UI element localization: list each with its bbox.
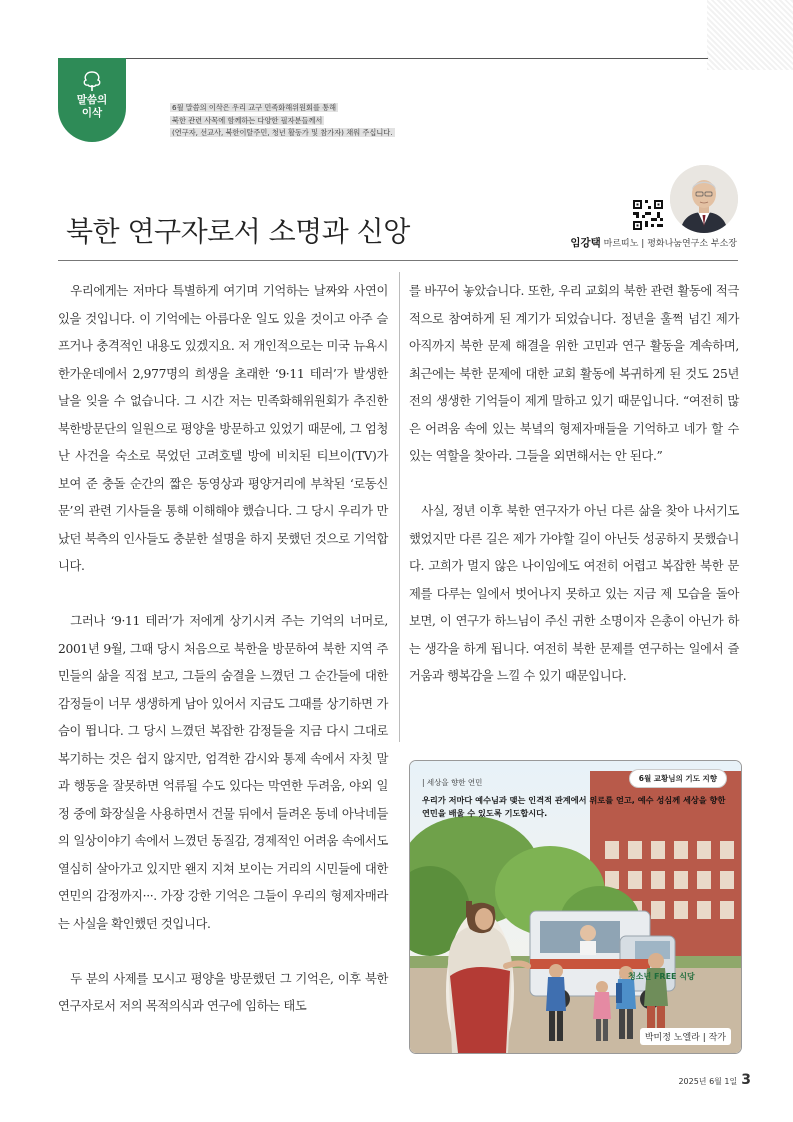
tree-icon (80, 70, 104, 92)
corner-texture (707, 0, 793, 70)
author-position: 평화나눔연구소 부소장 (647, 239, 737, 249)
body-paragraph: 를 바꾸어 놓았습니다. 또한, 우리 교회의 북한 관련 활동에 적극적으로 참여하게 된 계기가 되었습니다. 정년을 훌쩍 넘긴 제가 아직까지 북한 문제 해결을 위한 고민과 연구 활동을 계속하며, 최근에는 북한 문제에 대한 교회 활동에 복귀하게 된 것도 25년 전의 생생한 기억들이 제게 말하고 있기 때문입니다. “여전히 많은 어려움 속에 있는 북녘의 형제자매들을 기억하고 네가 할 수 있는 역할을 찾아라. 그들을 외면해서는 안 된다.” (409, 284, 739, 463)
author-name: 임강택 (570, 237, 601, 249)
article-column-left (58, 278, 388, 1021)
page-number: 3 (741, 1072, 751, 1088)
intro-line: 6월 말씀의 이삭은 우리 교구 민족화해위원회를 통해 (172, 103, 337, 112)
author-byline (570, 235, 737, 250)
article-column-right (409, 278, 739, 691)
illustration-credit: 박미정 노엘라 | 작가 (640, 1028, 731, 1045)
author-baptismal-name: 마르띠노 (603, 239, 639, 249)
truck-sign: 청소년 FREE 식당 (628, 972, 695, 981)
page-footer (678, 1072, 751, 1088)
body-paragraph: 그러나 ‘9·11 테러’가 저에게 상기시켜 주는 기억의 너머로, 2001년 9월, 그때 당시 처음으로 북한을 방문하여 북한 지역 주민들의 삶을 직접 보고, 그들의 숨결을 느꼈던 그 순간들에 대한 감정들이 너무 생생하게 남아 있어서 지금도 그때를 상기하면 가슴이 뜁니다. 그 당시 느꼈던 복잡한 감정들을 지금 다시 그대로 복기하는 것은 쉽지 않지만, 엄격한 감시와 통제 속에서 자칫 말과 행동을 잘못하면 억류될 수도 있다는 막연한 두려움, 야외 일정 중에 화장실을 사용하면서 건물 뒤에서 들려온 동네 아낙네들의 일상이야기 속에서 느꼈던 동질감, 경제적인 어려움 속에서도 열심히 살아가고 있지만 왠지 지쳐 보이는 거리의 시민들에 대한 연민의 감정까지···. 가장 강한 기억은 그들이 우리의 형제자매라는 사실을 확인했던 것입니다. (58, 614, 388, 931)
badge-line-1: 말씀의 (76, 94, 108, 106)
title-rule (58, 260, 738, 261)
figure-caption: 우리가 저마다 예수님과 맺는 인격적 관계에서 위로를 얻고, 예수 성심께 세상을 향한 연민을 배울 수 있도록 기도합시다. (422, 795, 726, 818)
prayer-intention-illustration (409, 760, 742, 1054)
article-title: 북한 연구자로서 소명과 신앙 (66, 215, 410, 248)
body-paragraph: 두 분의 사제를 모시고 평양을 방문했던 그 기억은, 이후 북한 연구자로서 저의 목적의식과 연구에 임하는 태도 (58, 971, 388, 1013)
byline-separator: | (641, 239, 648, 249)
intro-line: (연구자, 선교사, 북한이탈주민, 청년 활동가 및 참가자) 채워 주십니다. (172, 128, 393, 137)
author-portrait (670, 165, 738, 233)
badge-line-2: 이삭 (81, 107, 103, 119)
prayer-intention-tag: 6월 교황님의 기도 지향 (629, 769, 727, 788)
issue-date: 2025년 6월 1일 (678, 1077, 738, 1086)
body-paragraph: 우리에게는 저마다 특별하게 여기며 기억하는 날짜와 사연이 있을 것입니다. 이 기억에는 아름다운 일도 있을 것이고 아주 슬프거나 충격적인 내용도 있겠지요. 저 개인적으로는 미국 뉴욕시 한가운데에서 2,977명의 희생을 초래한 ‘9·11 테러’가 발생한 날을 잊을 수 없습니다. 그 시간 저는 민족화해위원회가 추진한 북한방문단의 일원으로 평양을 방문하고 있었기 때문에, 그 엄청난 사건을 숙소로 묵었던 고려호텔 방에 비치된 티브이(TV)가 보여 준 충돌 순간의 짧은 동영상과 평양거리에 부착된 ‘로동신문’의 관련 기사들을 통해 이해해야 했습니다. 그 당시 우리가 만났던 북측의 인사들도 충분한 설명을 하지 못했던 것으로 기억합니다. (58, 284, 388, 573)
header-rule (58, 58, 708, 59)
intro-note (170, 102, 395, 140)
body-paragraph: 사실, 정년 이후 북한 연구자가 아닌 다른 삶을 찾아 나서기도 했었지만 다른 길은 제가 가야할 길이 아닌듯 성공하지 못했습니다. 고희가 멀지 않은 나이임에도 여전히 어렵고 복잡한 북한 문제를 다루는 일에서 벗어나지 못하고 있는 지금 제 모습을 돌아보면, 이 연구가 하느님이 주신 귀한 소명이자 은총이 아닌가 하는 생각을 하게 됩니다. 여전히 북한 문제를 연구하는 일에서 즐거움과 행복감을 느낄 수 있기 때문입니다. (409, 504, 739, 683)
section-badge (58, 58, 126, 142)
intro-line: 북한 관련 사목에 함께하는 다양한 필자분들께서 (172, 115, 323, 125)
column-divider (399, 272, 400, 742)
figure-label: | 세상을 향한 연민 (422, 778, 483, 787)
qr-code-icon[interactable] (633, 200, 663, 230)
